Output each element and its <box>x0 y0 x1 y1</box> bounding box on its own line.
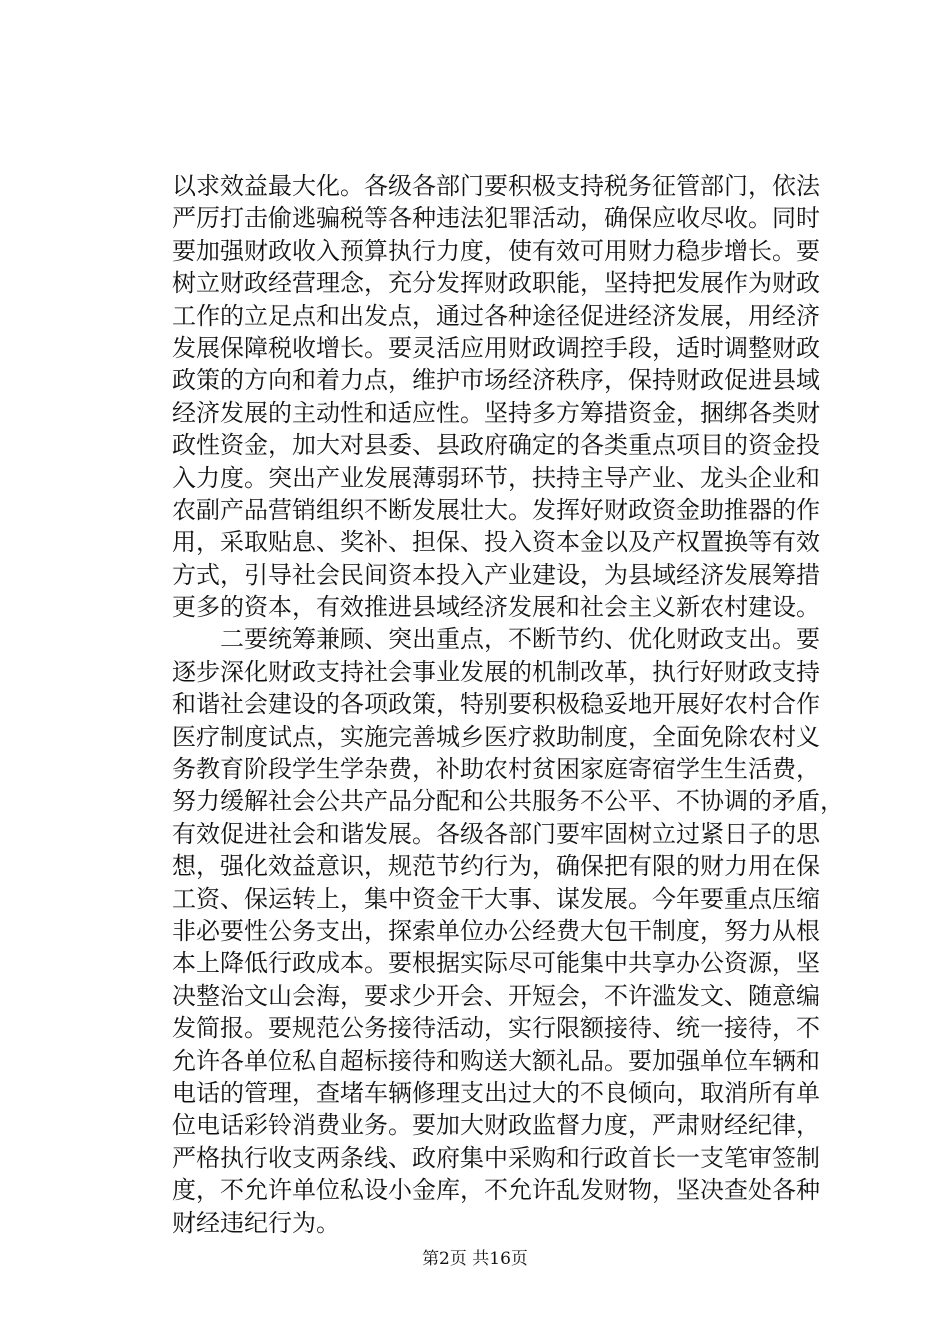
text-line: 务教育阶段学生学杂费，补助农村贫困家庭寄宿学生生活费， <box>172 755 820 784</box>
text-line: 以求效益最大化。各级各部门要积极支持税务征管部门，依法 <box>172 172 820 200</box>
text-line: 更多的资本，有效推进县域经济发展和社会主义新农村建设。 <box>172 593 820 622</box>
text-line: 发展保障税收增长。要灵活应用财政调控手段，适时调整财政 <box>172 333 820 362</box>
text-line: 努力缓解社会公共产品分配和公共服务不公平、不协调的矛盾， <box>172 787 844 816</box>
text-line: 方式，引导社会民间资本投入产业建设，为县域经济发展筹措 <box>172 560 820 589</box>
document-body <box>172 170 844 1239</box>
text-line: 医疗制度试点，实施完善城乡医疗救助制度，全面免除农村义 <box>172 722 820 751</box>
text-line: 有效促进社会和谐发展。各级各部门要牢固树立过紧日子的思 <box>172 819 820 848</box>
page-number-footer: 第2页 共16页 <box>422 1249 528 1269</box>
text-line: 电话的管理，查堵车辆修理支出过大的不良倾向，取消所有单 <box>172 1078 820 1107</box>
text-line: 二要统筹兼顾、突出重点，不断节约、优化财政支出。要 <box>220 625 820 654</box>
paragraph-2 <box>172 623 844 1238</box>
text-line: 本上降低行政成本。要根据实际尽可能集中共享办公资源，坚 <box>172 949 820 978</box>
text-line: 发简报。要规范公务接待活动，实行限额接待、统一接待，不 <box>172 1014 820 1043</box>
text-line: 非必要性公务支出，探索单位办公经费大包干制度，努力从根 <box>172 916 820 945</box>
text-line: 财经违纪行为。 <box>172 1208 340 1237</box>
text-line: 政性资金，加大对县委、县政府确定的各类重点项目的资金投 <box>172 431 820 460</box>
text-line: 经济发展的主动性和适应性。坚持多方筹措资金，捆绑各类财 <box>172 398 820 427</box>
text-line: 和谐社会建设的各项政策，特别要积极稳妥地开展好农村合作 <box>172 690 820 719</box>
text-line: 度，不允许单位私设小金库，不允许乱发财物，坚决查处各种 <box>172 1176 820 1205</box>
text-line: 想，强化效益意识，规范节约行为，确保把有限的财力用在保 <box>172 852 820 881</box>
text-line: 农副产品营销组织不断发展壮大。发挥好财政资金助推器的作 <box>172 495 820 524</box>
text-line: 政策的方向和着力点，维护市场经济秩序，保持财政促进县域 <box>172 366 820 395</box>
text-line: 用，采取贴息、奖补、担保、投入资本金以及产权置换等有效 <box>172 528 820 557</box>
text-line: 位电话彩铃消费业务。要加大财政监督力度，严肃财经纪律， <box>172 1111 820 1140</box>
paragraph-1 <box>172 170 820 623</box>
text-line: 工作的立足点和出发点，通过各种途径促进经济发展，用经济 <box>172 301 820 330</box>
text-line: 工资、保运转上，集中资金干大事、谋发展。今年要重点压缩 <box>172 884 820 913</box>
text-line: 严厉打击偷逃骗税等各种违法犯罪活动，确保应收尽收。同时 <box>172 204 820 233</box>
text-line: 逐步深化财政支持社会事业发展的机制改革，执行好财政支持 <box>172 657 820 686</box>
text-line: 允许各单位私自超标接待和购送大额礼品。要加强单位车辆和 <box>172 1046 820 1075</box>
text-line: 决整治文山会海，要求少开会、开短会，不许滥发文、随意编 <box>172 981 820 1010</box>
text-line: 入力度。突出产业发展薄弱环节，扶持主导产业、龙头企业和 <box>172 463 820 492</box>
text-line: 要加强财政收入预算执行力度，使有效可用财力稳步增长。要 <box>172 236 820 265</box>
text-line: 严格执行收支两条线、政府集中采购和行政首长一支笔审签制 <box>172 1143 820 1172</box>
text-line: 树立财政经营理念，充分发挥财政职能，坚持把发展作为财政 <box>172 269 820 298</box>
